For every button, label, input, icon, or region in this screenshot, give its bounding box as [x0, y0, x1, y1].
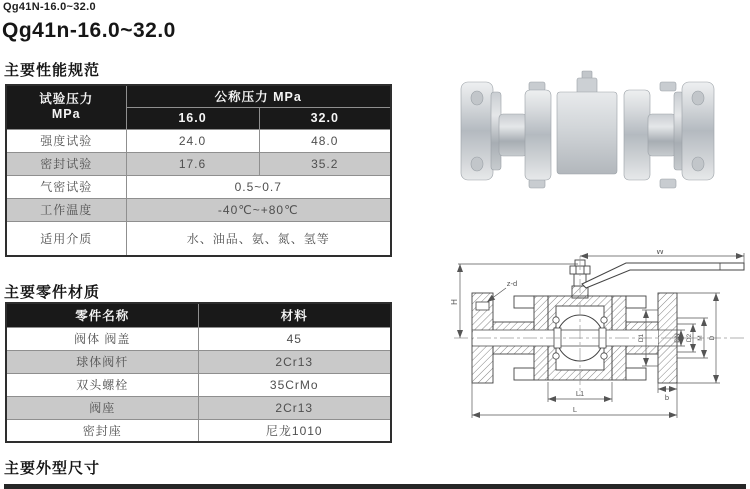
- performance-table: [5, 84, 392, 257]
- dim-label-m: M: [697, 335, 704, 341]
- dim-label-d2: D2: [686, 333, 693, 343]
- materials-table: [5, 302, 392, 443]
- test-pressure-header-cell: [6, 85, 126, 129]
- stem-housing: [577, 78, 597, 94]
- right-body-flange: [624, 90, 650, 180]
- row-label: 适用介质: [6, 221, 126, 256]
- left-neck: [499, 114, 527, 156]
- dim-label-zd: z-d: [506, 279, 518, 288]
- column-16: 16.0: [126, 107, 259, 129]
- cell-value: 0.5~0.7: [126, 175, 391, 198]
- row-label: 密封试验: [6, 152, 126, 175]
- table-row: [6, 350, 391, 373]
- valve-drawing: [448, 250, 750, 425]
- cell-value: 35.2: [259, 152, 391, 175]
- dim-label-d: D: [709, 335, 716, 341]
- material-value: 2Cr13: [198, 396, 391, 419]
- materials-heading: 主要零件材质: [4, 284, 101, 301]
- dim-label-dn: DN: [674, 333, 681, 343]
- column-32: 32.0: [259, 107, 391, 129]
- dim-label-l: L: [572, 405, 578, 414]
- test-pressure-label: 试验压力: [39, 92, 94, 107]
- row-label: 工作温度: [6, 198, 126, 221]
- table-row: [6, 373, 391, 396]
- valve-photo: [455, 58, 750, 238]
- test-pressure-unit: MPa: [51, 107, 81, 122]
- bolt-hole: [471, 91, 483, 105]
- material-value: 35CrMo: [198, 373, 391, 396]
- dim-label-b: b: [664, 393, 670, 402]
- material-value: 45: [198, 327, 391, 350]
- cell-value: 48.0: [259, 129, 391, 152]
- right-stud-bottom: [660, 179, 676, 188]
- dim-label-w: W: [656, 250, 664, 256]
- part-name: 阀体 阀盖: [6, 327, 198, 350]
- left-stud-bottom: [529, 179, 545, 188]
- dimensions-table-top-edge: [4, 484, 746, 489]
- right-neck: [648, 114, 676, 156]
- table-row: [6, 221, 391, 256]
- material-value: 尼龙1010: [198, 419, 391, 442]
- table-row: [6, 129, 391, 152]
- table-row: [6, 152, 391, 175]
- table-row: [6, 198, 391, 221]
- model-supertitle: Qg41N-16.0~32.0: [3, 1, 96, 13]
- part-name: 球体阀杆: [6, 350, 198, 373]
- bolt-hole: [471, 157, 483, 171]
- row-label: 气密试验: [6, 175, 126, 198]
- valve-body-block: [557, 92, 617, 174]
- row-label: 强度试验: [6, 129, 126, 152]
- material-header: 材料: [198, 303, 391, 327]
- part-name: 密封座: [6, 419, 198, 442]
- table-header-row: [6, 85, 391, 107]
- part-name: 阀座: [6, 396, 198, 419]
- left-stud-top: [529, 82, 545, 91]
- table-row: [6, 327, 391, 350]
- part-name: 双头螺栓: [6, 373, 198, 396]
- part-name-header: 零件名称: [6, 303, 198, 327]
- cell-value: 17.6: [126, 152, 259, 175]
- dim-label-d1: D1: [638, 333, 645, 343]
- dim-label-l1: L1: [575, 389, 585, 398]
- material-value: 2Cr13: [198, 350, 391, 373]
- cell-value: 水、油品、氨、氮、氢等: [126, 221, 391, 256]
- left-body-flange: [525, 90, 551, 180]
- bolt-hole: [692, 91, 704, 105]
- dim-label-h: H: [450, 299, 459, 305]
- bolt-hole: [692, 157, 704, 171]
- table-row: [6, 396, 391, 419]
- table-row: [6, 175, 391, 198]
- flange-bolt-hole: [476, 302, 489, 310]
- table-row: [6, 419, 391, 442]
- nominal-pressure-header-cell: 公称压力 MPa: [126, 85, 391, 107]
- dimensions-heading: 主要外型尺寸: [4, 460, 101, 477]
- cell-value: -40℃~+80℃: [126, 198, 391, 221]
- cell-value: 24.0: [126, 129, 259, 152]
- right-stud-top: [660, 82, 676, 91]
- page-title: Qg41n-16.0~32.0: [2, 19, 176, 42]
- table-header-row: [6, 303, 391, 327]
- performance-heading: 主要性能规范: [4, 62, 101, 79]
